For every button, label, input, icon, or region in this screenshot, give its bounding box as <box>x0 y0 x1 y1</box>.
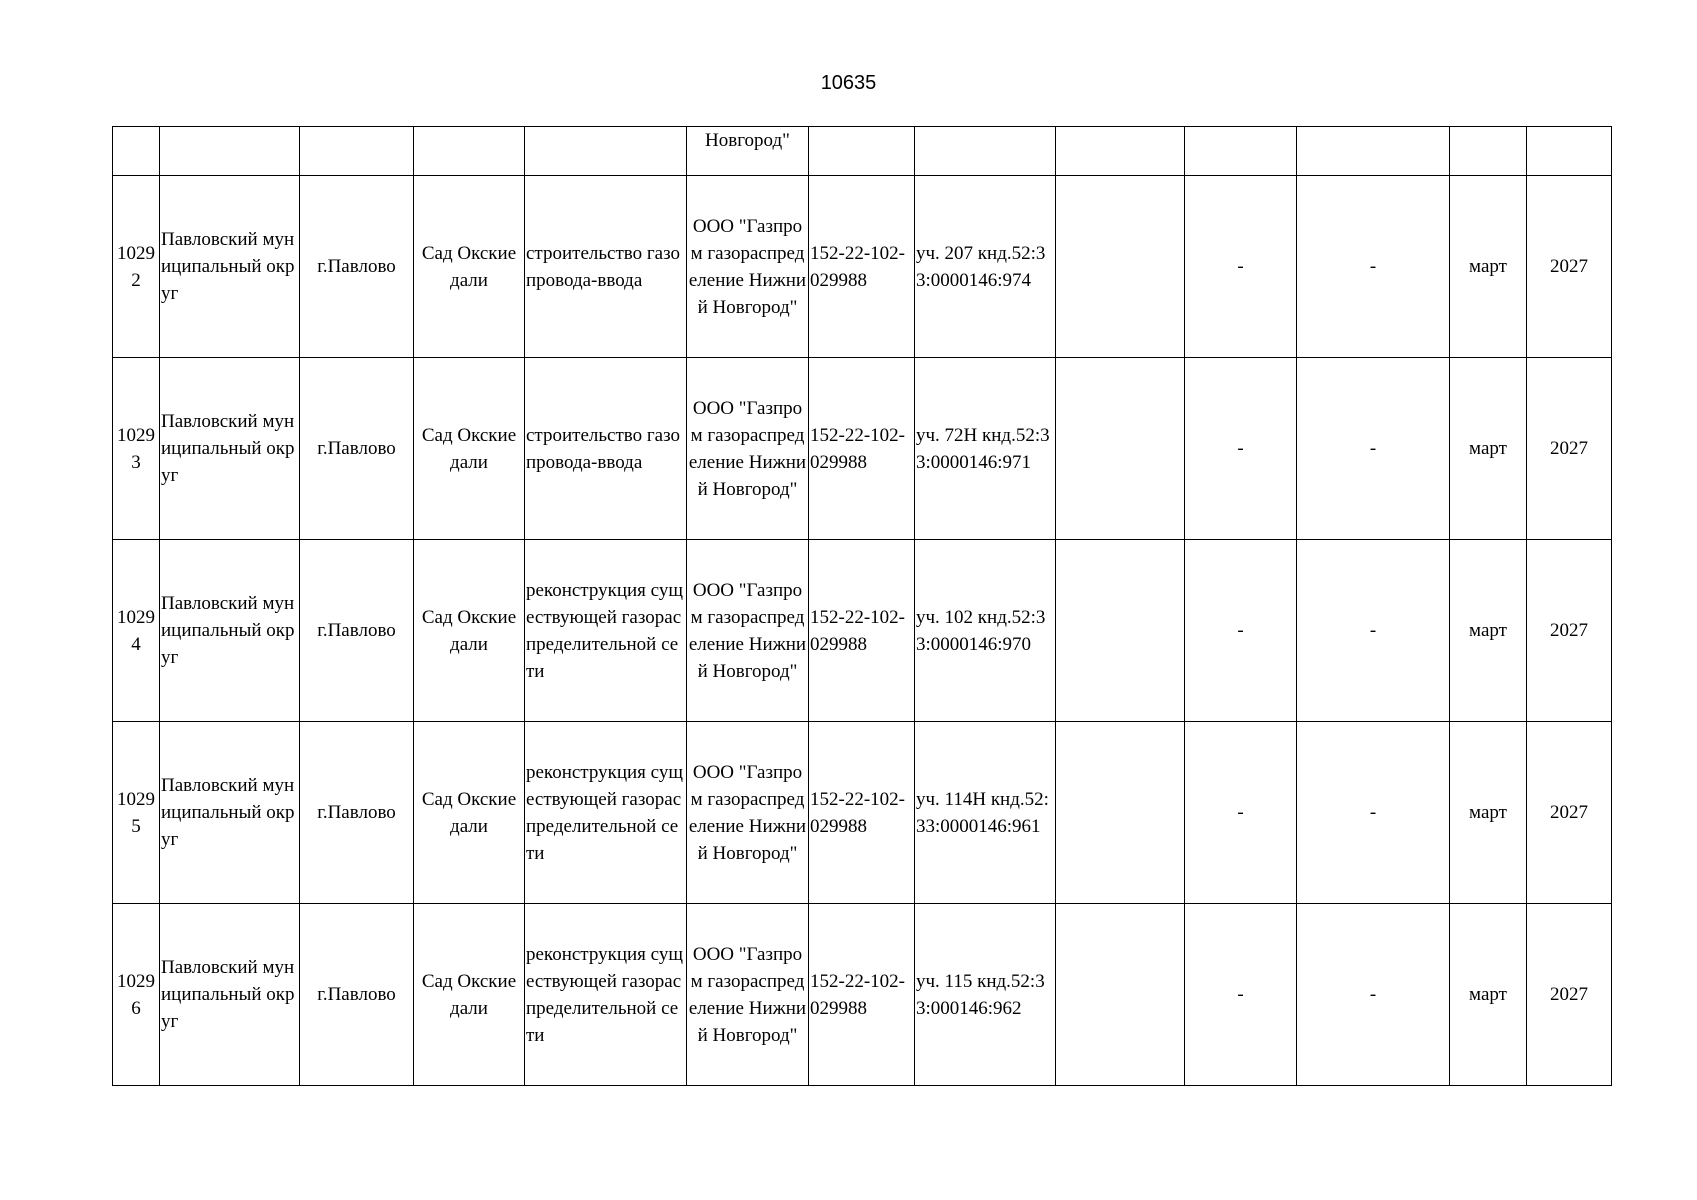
plot-cell: уч. 115 кнд.52:33:000146:962 <box>915 904 1056 1086</box>
work-type-cell: реконструкция существующей газораспределительной сети <box>525 540 687 722</box>
year-cell: 2027 <box>1527 540 1612 722</box>
empty-cell <box>1056 176 1185 358</box>
dash-cell: - <box>1297 722 1450 904</box>
year-cell: 2027 <box>1527 176 1612 358</box>
district-cell: Павловский муниципальный округ <box>160 540 300 722</box>
row-number-cell: 10294 <box>113 540 160 722</box>
continuation-row <box>113 127 1612 176</box>
plot-cell: уч. 102 кнд.52:33:0000146:970 <box>915 540 1056 722</box>
dash-cell: - <box>1185 176 1297 358</box>
organization-cell: ООО "Газпром газораспределение Нижний Новгород" <box>687 904 809 1086</box>
place-cell: Сад Окские дали <box>414 904 525 1086</box>
organization-cell: ООО "Газпром газораспределение Нижний Новгород" <box>687 176 809 358</box>
empty-cell <box>1056 722 1185 904</box>
table-row <box>113 176 1612 358</box>
work-type-cell: строительство газопровода-ввода <box>525 176 687 358</box>
code-cell: 152-22-102-029988 <box>809 540 915 722</box>
work-type-cell: реконструкция существующей газораспределительной сети <box>525 904 687 1086</box>
district-cell: Павловский муниципальный округ <box>160 358 300 540</box>
plot-cell: уч. 207 кнд.52:33:0000146:974 <box>915 176 1056 358</box>
dash-cell: - <box>1185 904 1297 1086</box>
district-cell: Павловский муниципальный округ <box>160 722 300 904</box>
month-cell: март <box>1450 722 1527 904</box>
town-cell: г.Павлово <box>300 176 414 358</box>
month-cell: март <box>1450 540 1527 722</box>
org-continuation-cell: Новгород" <box>687 127 809 176</box>
plot-cell: уч. 72Н кнд.52:33:0000146:971 <box>915 358 1056 540</box>
place-cell: Сад Окские дали <box>414 176 525 358</box>
row-number-cell: 10296 <box>113 904 160 1086</box>
work-type-cell: строительство газопровода-ввода <box>525 358 687 540</box>
district-cell: Павловский муниципальный округ <box>160 904 300 1086</box>
place-cell: Сад Окские дали <box>414 722 525 904</box>
town-cell: г.Павлово <box>300 904 414 1086</box>
dash-cell: - <box>1297 176 1450 358</box>
empty-cell <box>1056 358 1185 540</box>
town-cell: г.Павлово <box>300 540 414 722</box>
plot-cell: уч. 114Н кнд.52:33:0000146:961 <box>915 722 1056 904</box>
data-table <box>112 126 1612 1086</box>
dash-cell: - <box>1185 358 1297 540</box>
place-cell: Сад Окские дали <box>414 540 525 722</box>
code-cell: 152-22-102-029988 <box>809 176 915 358</box>
dash-cell: - <box>1297 540 1450 722</box>
code-cell: 152-22-102-029988 <box>809 904 915 1086</box>
organization-cell: ООО "Газпром газораспределение Нижний Новгород" <box>687 358 809 540</box>
table-row <box>113 904 1612 1086</box>
dash-cell: - <box>1297 904 1450 1086</box>
dash-cell: - <box>1185 722 1297 904</box>
table-row <box>113 540 1612 722</box>
table-row <box>113 358 1612 540</box>
empty-cell <box>1056 540 1185 722</box>
table-row <box>113 722 1612 904</box>
dash-cell: - <box>1297 358 1450 540</box>
year-cell: 2027 <box>1527 358 1612 540</box>
year-cell: 2027 <box>1527 904 1612 1086</box>
page-number: 10635 <box>820 72 877 94</box>
empty-cell <box>1056 904 1185 1086</box>
district-cell: Павловский муниципальный округ <box>160 176 300 358</box>
month-cell: март <box>1450 904 1527 1086</box>
organization-cell: ООО "Газпром газораспределение Нижний Новгород" <box>687 722 809 904</box>
town-cell: г.Павлово <box>300 358 414 540</box>
row-number-cell: 10293 <box>113 358 160 540</box>
code-cell: 152-22-102-029988 <box>809 358 915 540</box>
year-cell: 2027 <box>1527 722 1612 904</box>
month-cell: март <box>1450 358 1527 540</box>
town-cell: г.Павлово <box>300 722 414 904</box>
month-cell: март <box>1450 176 1527 358</box>
place-cell: Сад Окские дали <box>414 358 525 540</box>
organization-cell: ООО "Газпром газораспределение Нижний Новгород" <box>687 540 809 722</box>
code-cell: 152-22-102-029988 <box>809 722 915 904</box>
row-number-cell: 10295 <box>113 722 160 904</box>
dash-cell: - <box>1185 540 1297 722</box>
row-number-cell: 10292 <box>113 176 160 358</box>
work-type-cell: реконструкция существующей газораспределительной сети <box>525 722 687 904</box>
